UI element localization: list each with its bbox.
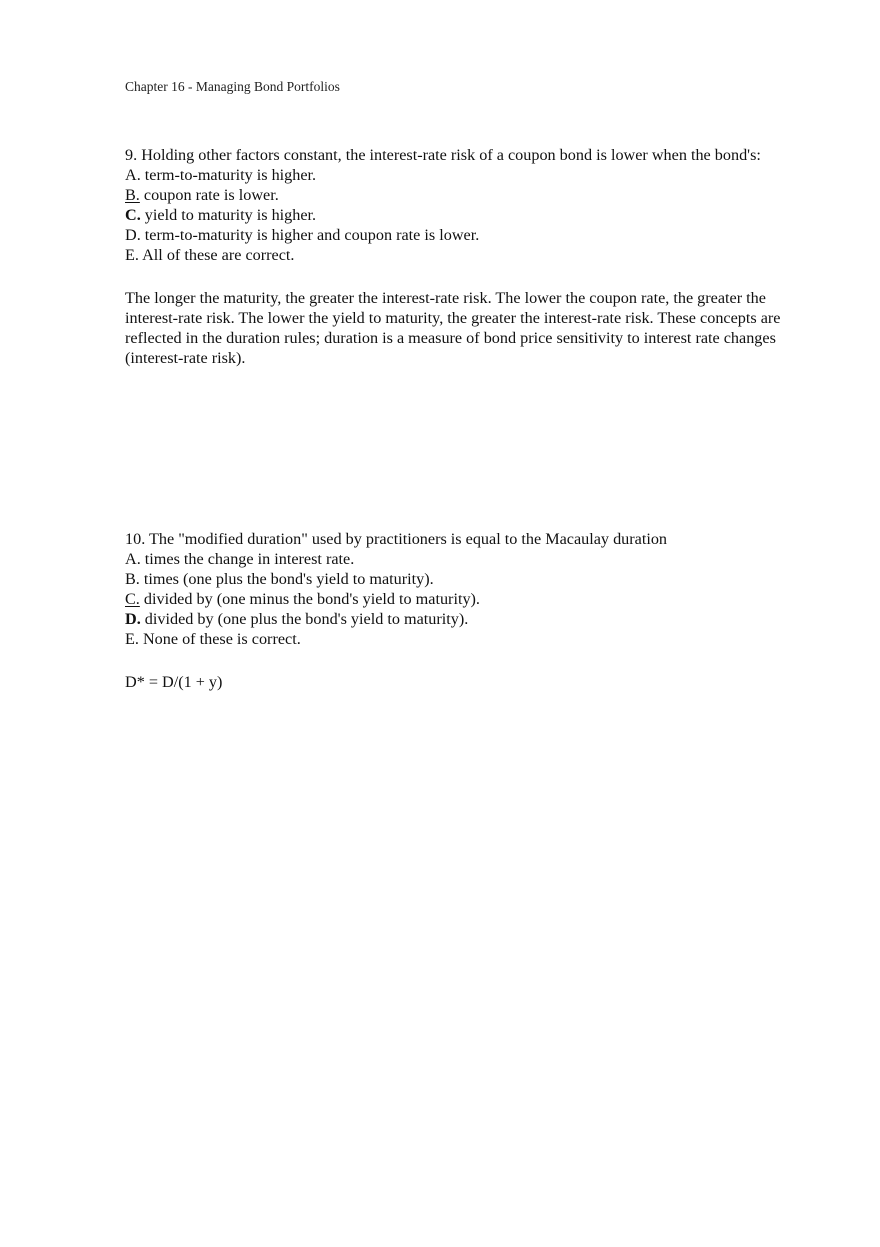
option-letter-selected: B. (125, 186, 140, 204)
option-letter: D. (125, 226, 141, 244)
option-letter-correct: C. (125, 206, 141, 224)
option-letter: A. (125, 166, 141, 184)
option-letter: E. (125, 630, 139, 648)
option-text: times (one plus the bond's yield to maturity). (139, 570, 434, 588)
option-text: divided by (one plus the bond's yield to maturity). (140, 610, 469, 628)
option-text: yield to maturity is higher. (140, 206, 317, 224)
option-letter: B. (125, 570, 140, 588)
option-letter-selected: C. (125, 590, 140, 608)
option-letter: A. (125, 550, 141, 568)
option-e (125, 245, 785, 265)
option-letter: E. (125, 246, 139, 264)
option-c (125, 205, 785, 225)
option-text: term-to-maturity is higher. (140, 166, 317, 184)
option-c (125, 589, 785, 609)
option-text: divided by (one minus the bond's yield to maturity). (139, 590, 480, 608)
question-stem: 9. Holding other factors constant, the interest-rate risk of a coupon bond is lower when the bond's: (125, 146, 761, 164)
option-text: coupon rate is lower. (139, 186, 279, 204)
option-a (125, 549, 785, 569)
answer-explanation: The longer the maturity, the greater the interest-rate risk. The lower the coupon rate, the greater the interest-rate risk. The lower the yield to maturity, the greater the interest-rate risk. These concepts are reflected in the duration rules; duration is a measure of bond price sensitivity to interest rate changes (interest-rate risk). (125, 289, 781, 367)
answer-formula: D* = D/(1 + y) (125, 673, 223, 691)
option-letter-correct: D. (125, 610, 141, 628)
option-a (125, 165, 785, 185)
option-text: None of these is correct. (138, 630, 301, 648)
question-10 (125, 529, 785, 692)
answer-options (125, 165, 785, 265)
option-d (125, 609, 785, 629)
page-header: Chapter 16 - Managing Bond Portfolios (125, 79, 340, 94)
question-9 (125, 145, 785, 368)
option-text: All of these are correct. (138, 246, 295, 264)
option-b (125, 185, 785, 205)
option-e (125, 629, 785, 649)
question-stem: 10. The "modified duration" used by practitioners is equal to the Macaulay duration (125, 530, 668, 548)
option-b (125, 569, 785, 589)
option-text: term-to-maturity is higher and coupon rate is lower. (140, 226, 480, 244)
answer-options (125, 549, 785, 649)
option-text: times the change in interest rate. (140, 550, 355, 568)
option-d (125, 225, 785, 245)
